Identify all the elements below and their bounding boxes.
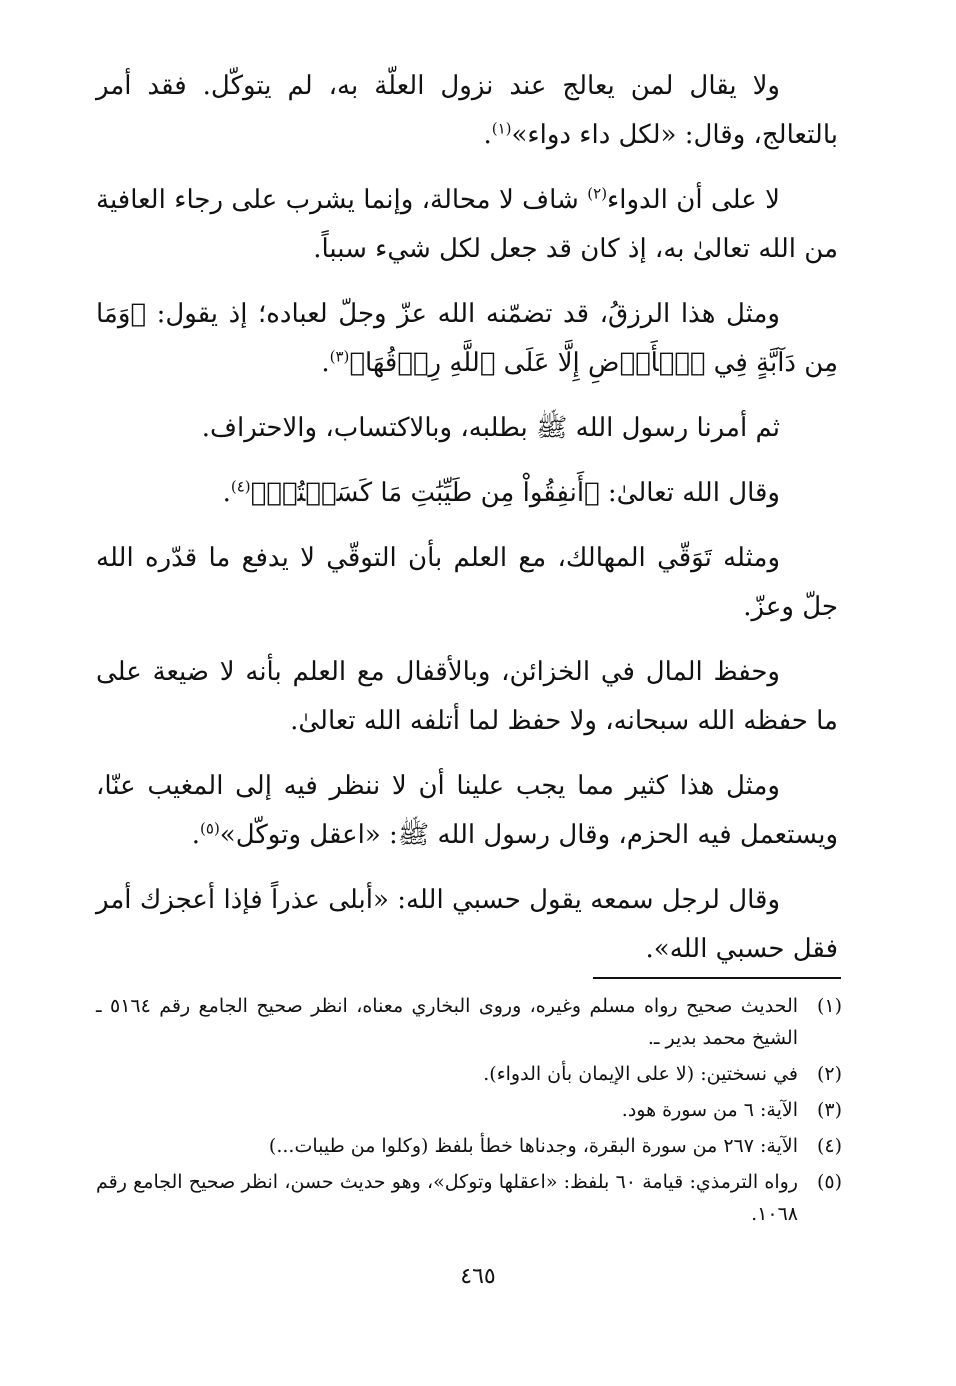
footnote-separator [593, 977, 841, 979]
footnote-ref-5[interactable]: (٥) [200, 819, 220, 838]
paragraph-1: ولا يقال لمن يعالج عند نزول العلّة به، لم يتوكّل. فقد أمر بالتعالج، وقال: «لكل داء دواء»$^{(١)}$. [96, 71, 838, 150]
footnote-text: الآية: ٢٦٧ من سورة البقرة، وجدناها خطأ بلفظ (وكلوا من طيبات...) [268, 1135, 798, 1157]
footnote-number: (٣) [816, 1099, 842, 1121]
footnote-text: الآية: ٦ من سورة هود. [621, 1099, 798, 1121]
footnote-number: (٤) [816, 1135, 842, 1157]
paragraph-4: ثم أمرنا رسول الله ﷺ بطلبه، وبالاكتساب، والاحتراف. [201, 413, 780, 443]
paragraph-7: وحفظ المال في الخزائن، وبالأقفال مع العلم بأنه لا ضيعة على ما حفظه الله سبحانه، ولا حفظ لما أتلفه الله تعالىٰ. [96, 657, 838, 736]
footnotes [96, 990, 842, 1234]
footnote-ref-4[interactable]: (٤) [230, 477, 251, 496]
footnote-ref-3[interactable]: (٣) [329, 347, 350, 366]
paragraph-9: وقال لرجل سمعه يقول حسبي الله: «أبلى عذراً فإذا أعجزك أمر فقل حسبي الله». [96, 885, 838, 964]
footnote-5 [96, 1166, 842, 1230]
footnote-number: (٢) [816, 1063, 842, 1085]
footnote-3 [96, 1094, 842, 1126]
footnote-text: الحديث صحيح رواه مسلم وغيره، وروى البخاري معناه، انظر صحيح الجامع رقم ٥١٦٤ ـ الشيخ محمد بدير ـ. [96, 995, 799, 1049]
footnote-number: (١) [816, 995, 842, 1017]
page-number: ٤٦٥ [460, 1264, 496, 1289]
footnote-ref-2[interactable]: (٢) [587, 184, 608, 203]
main-text [96, 62, 838, 990]
footnote-text: في نسختين: (لا على الإيمان بأن الدواء). [483, 1063, 798, 1085]
footnote-ref-1[interactable]: (١) [491, 119, 512, 138]
paragraph-3: ومثل هذا الرزقُ، قد تضمّنه الله عزّ وجلّ لعباده؛ إذ يقول: ﴿وَمَا مِن دَآبَّةٍ فِي ٱلۡأَرۡضِ إِلَّا عَلَى ٱللَّهِ رِزۡقُهَا﴾$^{(٣)}$. [96, 299, 838, 378]
footnote-1 [96, 990, 842, 1054]
paragraph-5: وقال الله تعالىٰ: ﴿أَنفِقُواْ مِن طَيِّبَٰتِ مَا كَسَبۡتُمۡ﴾$^{(٤)}$. [222, 477, 780, 508]
paragraph-2: لا على أن الدواء$^{(٢)}$ شاف لا محالة، وإنما يشرب على رجاء العافية من الله تعالىٰ به، إذ كان قد جعل لكل شيء سبباً. [96, 184, 838, 264]
footnote-4 [96, 1130, 842, 1162]
paragraph-8: ومثل هذا كثير مما يجب علينا أن لا ننظر فيه إلى المغيب عنّا، ويستعمل فيه الحزم، وقال رسول الله ﷺ: «اعقل وتوكّل»$^{(٥)}$. [96, 771, 838, 850]
footnote-text: رواه الترمذي: قيامة ٦٠ بلفظ: «اعقلها وتوكل»، وهو حديث حسن، انظر صحيح الجامع رقم ١٠٦٨. [96, 1171, 798, 1225]
footnote-number: (٥) [816, 1171, 842, 1193]
footnote-2 [96, 1058, 842, 1090]
paragraph-6: ومثله تَوَقّي المهالك، مع العلم بأن التوقّي لا يدفع ما قدّره الله جلّ وعزّ. [96, 543, 838, 622]
